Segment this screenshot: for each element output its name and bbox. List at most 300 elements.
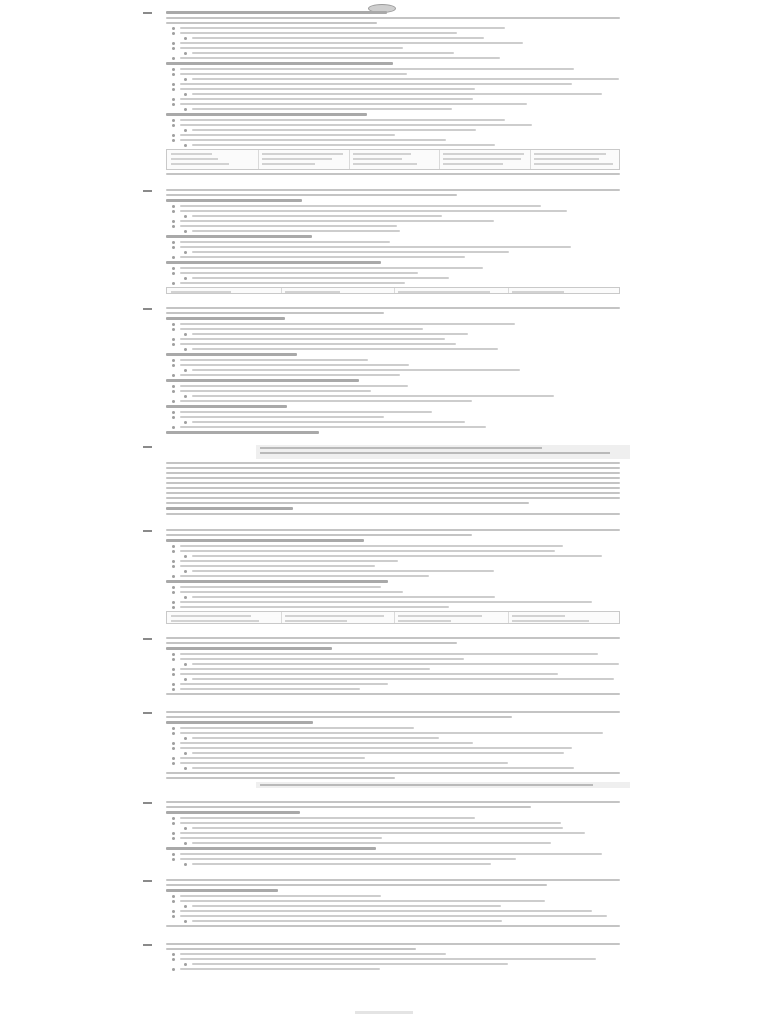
bullet-dot: [184, 108, 187, 111]
paragraph-line: [166, 948, 416, 950]
paragraph-line: [166, 642, 457, 644]
bullet-dot: [172, 343, 175, 346]
bullet-dot: [172, 225, 175, 228]
bullet-dot: [172, 210, 175, 213]
bullet-dot: [172, 762, 175, 765]
bullet-dot: [172, 545, 175, 548]
bullet-dot: [184, 251, 187, 254]
table-cell: [171, 158, 218, 160]
bullet-dot: [172, 727, 175, 730]
table-column-divider: [439, 150, 440, 169]
bullet-item: [180, 591, 403, 593]
section-heading: [166, 11, 387, 14]
bullet-item: [180, 359, 368, 361]
bullet-item: [192, 678, 614, 680]
bullet-dot: [172, 400, 175, 403]
bullet-item: [192, 752, 564, 754]
bullet-dot: [172, 390, 175, 393]
bullet-dot: [172, 910, 175, 913]
bullet-dot: [172, 57, 175, 60]
bullet-item: [192, 767, 574, 769]
bullet-item: [180, 747, 572, 749]
table-cell: [534, 163, 613, 165]
table-column-divider: [258, 150, 259, 169]
bullet-item: [192, 963, 508, 965]
bullet-dot: [172, 256, 175, 259]
bullet-item: [180, 683, 388, 685]
bullet-item: [180, 426, 486, 428]
section-heading: [166, 405, 287, 408]
bullet-dot: [184, 215, 187, 218]
bullet-item: [180, 895, 381, 897]
bullet-dot: [172, 68, 175, 71]
bullet-item: [180, 968, 380, 970]
section-divider: [143, 308, 152, 310]
section-heading: [166, 62, 393, 65]
bullet-dot: [172, 817, 175, 820]
code-line: [260, 447, 542, 449]
bullet-dot: [172, 205, 175, 208]
section-divider: [143, 944, 152, 946]
paragraph-line: [166, 189, 620, 191]
bullet-item: [180, 246, 571, 248]
section-divider: [143, 712, 152, 714]
bullet-dot: [172, 119, 175, 122]
bullet-item: [192, 144, 495, 146]
table-cell: [398, 291, 490, 293]
section-heading: [166, 235, 312, 238]
bullet-dot: [172, 267, 175, 270]
table-cell: [262, 158, 332, 160]
bullet-dot: [172, 139, 175, 142]
section-divider: [143, 530, 152, 532]
bullet-dot: [172, 323, 175, 326]
bullet-dot: [172, 958, 175, 961]
table-cell: [171, 163, 229, 165]
bullet-item: [192, 93, 602, 95]
bullet-dot: [184, 963, 187, 966]
bullet-dot: [172, 416, 175, 419]
bullet-item: [192, 663, 619, 665]
bullet-dot: [172, 853, 175, 856]
bullet-item: [192, 78, 619, 80]
paragraph-line: [166, 492, 620, 494]
bullet-item: [180, 837, 382, 839]
table-column-divider: [394, 612, 395, 623]
bullet-item: [192, 52, 454, 54]
bullet-item: [180, 853, 602, 855]
bullet-item: [180, 958, 596, 960]
bullet-item: [192, 277, 449, 279]
bullet-dot: [184, 752, 187, 755]
bullet-dot: [172, 601, 175, 604]
bullet-item: [180, 575, 429, 577]
bullet-item: [180, 241, 390, 243]
table-column-divider: [508, 612, 509, 623]
bullet-item: [180, 560, 398, 562]
table-cell: [353, 163, 417, 165]
bullet-item: [180, 73, 407, 75]
bullet-dot: [172, 953, 175, 956]
bullet-dot: [172, 364, 175, 367]
data-table: [166, 287, 620, 294]
bullet-dot: [172, 822, 175, 825]
bullet-dot: [172, 42, 175, 45]
bullet-item: [180, 762, 508, 764]
paragraph-line: [166, 307, 620, 309]
bullet-item: [180, 915, 607, 917]
table-cell: [398, 620, 451, 622]
bullet-item: [192, 737, 439, 739]
bullet-item: [180, 832, 585, 834]
table-column-divider: [281, 612, 282, 623]
section-heading: [166, 811, 300, 814]
bullet-item: [192, 596, 495, 598]
bullet-dot: [184, 421, 187, 424]
bullet-dot: [172, 241, 175, 244]
bullet-dot: [172, 27, 175, 30]
bullet-dot: [172, 246, 175, 249]
bullet-dot: [184, 737, 187, 740]
bullet-item: [192, 129, 476, 131]
bullet-dot: [172, 673, 175, 676]
bullet-item: [180, 858, 516, 860]
table-cell: [512, 620, 589, 622]
bullet-item: [180, 400, 472, 402]
paragraph-line: [166, 777, 395, 779]
table-cell: [262, 153, 343, 155]
bullet-item: [192, 108, 452, 110]
bullet-dot: [172, 915, 175, 918]
paragraph-line: [166, 806, 531, 808]
bullet-dot: [172, 426, 175, 429]
bullet-dot: [172, 688, 175, 691]
paragraph-line: [166, 173, 620, 175]
bullet-item: [180, 817, 475, 819]
section-heading: [166, 199, 302, 202]
paragraph-line: [166, 711, 620, 713]
bullet-item: [180, 565, 375, 567]
bullet-item: [180, 364, 409, 366]
bullet-dot: [184, 144, 187, 147]
section-heading: [166, 847, 376, 850]
section-heading: [166, 353, 297, 356]
bullet-dot: [172, 837, 175, 840]
bullet-dot: [184, 52, 187, 55]
bullet-dot: [184, 596, 187, 599]
bullet-item: [180, 586, 381, 588]
section-divider: [143, 446, 152, 448]
bullet-dot: [184, 93, 187, 96]
table-column-divider: [281, 288, 282, 293]
bullet-dot: [184, 37, 187, 40]
paragraph-line: [166, 312, 384, 314]
bullet-item: [180, 658, 464, 660]
bullet-item: [180, 673, 558, 675]
bullet-dot: [172, 338, 175, 341]
bullet-item: [180, 134, 395, 136]
bullet-dot: [172, 272, 175, 275]
paragraph-line: [166, 477, 620, 479]
paragraph-line: [166, 716, 512, 718]
paragraph-line: [166, 497, 620, 499]
bullet-item: [192, 369, 520, 371]
table-cell: [171, 153, 212, 155]
bullet-dot: [184, 920, 187, 923]
paragraph-line: [166, 502, 529, 504]
bullet-dot: [172, 653, 175, 656]
code-block: [256, 782, 630, 788]
bullet-item: [180, 220, 494, 222]
bullet-dot: [172, 591, 175, 594]
table-cell: [285, 615, 384, 617]
bullet-dot: [184, 369, 187, 372]
bullet-item: [180, 601, 592, 603]
section-heading: [166, 889, 278, 892]
bullet-dot: [172, 565, 175, 568]
bullet-item: [180, 210, 567, 212]
bullet-dot: [184, 333, 187, 336]
bullet-dot: [172, 858, 175, 861]
table-cell: [171, 291, 231, 293]
paragraph-line: [166, 529, 620, 531]
bullet-dot: [172, 98, 175, 101]
bullet-item: [192, 230, 400, 232]
bullet-dot: [172, 757, 175, 760]
bullet-dot: [184, 767, 187, 770]
paragraph-line: [166, 772, 620, 774]
bullet-item: [192, 395, 554, 397]
section-divider: [143, 802, 152, 804]
bullet-dot: [172, 411, 175, 414]
bullet-dot: [172, 606, 175, 609]
bullet-dot: [184, 230, 187, 233]
bullet-item: [180, 98, 473, 100]
paragraph-line: [166, 194, 457, 196]
bullet-item: [192, 555, 602, 557]
bullet-dot: [184, 863, 187, 866]
paragraph-line: [166, 534, 472, 536]
bullet-item: [180, 688, 360, 690]
bullet-dot: [184, 842, 187, 845]
table-column-divider: [349, 150, 350, 169]
bullet-item: [180, 390, 371, 392]
bullet-dot: [172, 32, 175, 35]
bullet-item: [192, 251, 509, 253]
table-column-divider: [394, 288, 395, 293]
bullet-dot: [172, 575, 175, 578]
bullet-item: [180, 225, 397, 227]
bullet-item: [180, 900, 545, 902]
bullet-item: [180, 272, 418, 274]
bullet-item: [192, 920, 502, 922]
table-column-divider: [530, 150, 531, 169]
section-heading: [166, 431, 319, 434]
bullet-item: [180, 374, 400, 376]
table-cell: [285, 291, 340, 293]
bullet-item: [192, 863, 491, 865]
bullet-dot: [184, 570, 187, 573]
bullet-item: [180, 910, 592, 912]
bullet-item: [180, 68, 574, 70]
section-heading: [166, 379, 359, 382]
bullet-item: [180, 328, 423, 330]
bullet-item: [192, 570, 494, 572]
bullet-dot: [184, 395, 187, 398]
bullet-dot: [172, 73, 175, 76]
bullet-item: [180, 653, 598, 655]
bullet-item: [180, 42, 523, 44]
bullet-dot: [184, 277, 187, 280]
table-cell: [534, 153, 606, 155]
bullet-dot: [172, 895, 175, 898]
bullet-dot: [172, 832, 175, 835]
bullet-dot: [184, 555, 187, 558]
bullet-item: [192, 333, 468, 335]
table-cell: [534, 158, 599, 160]
paragraph-line: [166, 513, 620, 515]
table-cell: [353, 153, 411, 155]
bullet-dot: [172, 374, 175, 377]
bullet-dot: [172, 968, 175, 971]
data-table: [166, 611, 620, 624]
paragraph-line: [166, 693, 620, 695]
code-line: [260, 452, 610, 454]
bullet-dot: [172, 328, 175, 331]
table-cell: [443, 153, 524, 155]
bullet-dot: [172, 550, 175, 553]
bullet-dot: [172, 560, 175, 563]
bullet-item: [180, 416, 384, 418]
section-divider: [143, 638, 152, 640]
paragraph-line: [166, 467, 620, 469]
bullet-dot: [172, 732, 175, 735]
bullet-item: [180, 103, 527, 105]
table-cell: [171, 615, 251, 617]
bullet-dot: [184, 905, 187, 908]
bullet-item: [180, 732, 603, 734]
section-heading: [166, 647, 332, 650]
code-block: [256, 445, 630, 459]
bullet-item: [180, 606, 449, 608]
bullet-dot: [172, 668, 175, 671]
bullet-dot: [172, 282, 175, 285]
bullet-item: [180, 267, 483, 269]
bullet-dot: [184, 827, 187, 830]
bullet-dot: [172, 747, 175, 750]
bullet-dot: [172, 359, 175, 362]
bullet-item: [180, 742, 473, 744]
paragraph-line: [166, 482, 620, 484]
table-cell: [262, 163, 315, 165]
bullet-dot: [184, 678, 187, 681]
paragraph-line: [166, 462, 620, 464]
bullet-item: [192, 842, 551, 844]
document-footer: [355, 1011, 413, 1014]
section-heading: [166, 261, 381, 264]
table-column-divider: [508, 288, 509, 293]
bullet-item: [180, 119, 505, 121]
bullet-item: [180, 32, 457, 34]
bullet-dot: [184, 663, 187, 666]
bullet-item: [180, 411, 432, 413]
bullet-item: [180, 139, 446, 141]
bullet-item: [192, 37, 484, 39]
bullet-item: [192, 215, 442, 217]
section-heading: [166, 580, 388, 583]
paragraph-line: [166, 22, 377, 24]
table-cell: [443, 163, 503, 165]
bullet-dot: [172, 385, 175, 388]
bullet-item: [180, 953, 446, 955]
bullet-item: [180, 282, 405, 284]
bullet-item: [180, 338, 445, 340]
bullet-item: [192, 421, 465, 423]
bullet-item: [180, 343, 456, 345]
section-divider: [143, 12, 152, 14]
paragraph-line: [166, 637, 620, 639]
bullet-dot: [172, 88, 175, 91]
table-cell: [512, 291, 564, 293]
table-cell: [398, 615, 482, 617]
section-heading: [166, 113, 367, 116]
paragraph-line: [166, 487, 620, 489]
table-cell: [353, 158, 402, 160]
bullet-item: [192, 827, 563, 829]
data-table: [166, 149, 620, 170]
bullet-dot: [172, 134, 175, 137]
section-divider: [143, 880, 152, 882]
bullet-dot: [172, 586, 175, 589]
paragraph-line: [166, 879, 620, 881]
bullet-item: [180, 757, 365, 759]
bullet-item: [180, 822, 561, 824]
paragraph-line: [166, 943, 620, 945]
section-divider: [143, 190, 152, 192]
bullet-item: [192, 348, 498, 350]
bullet-dot: [172, 83, 175, 86]
table-cell: [512, 615, 565, 617]
bullet-item: [180, 256, 465, 258]
bullet-item: [192, 905, 501, 907]
bullet-item: [180, 88, 475, 90]
paragraph-line: [166, 884, 547, 886]
section-heading: [166, 317, 285, 320]
bullet-dot: [172, 47, 175, 50]
paragraph-line: [166, 17, 620, 19]
bullet-dot: [172, 742, 175, 745]
bullet-dot: [172, 683, 175, 686]
bullet-dot: [172, 124, 175, 127]
table-cell: [171, 620, 259, 622]
bullet-item: [180, 83, 572, 85]
bullet-item: [180, 385, 408, 387]
bullet-dot: [172, 103, 175, 106]
section-heading: [166, 721, 313, 724]
table-cell: [285, 620, 347, 622]
bullet-dot: [184, 348, 187, 351]
bullet-item: [180, 57, 500, 59]
paragraph-line: [166, 801, 620, 803]
section-heading: [166, 539, 364, 542]
bullet-item: [180, 205, 541, 207]
bullet-dot: [172, 658, 175, 661]
bullet-dot: [184, 78, 187, 81]
bullet-item: [180, 545, 563, 547]
bullet-item: [180, 323, 515, 325]
paragraph-line: [166, 472, 620, 474]
bullet-dot: [172, 220, 175, 223]
